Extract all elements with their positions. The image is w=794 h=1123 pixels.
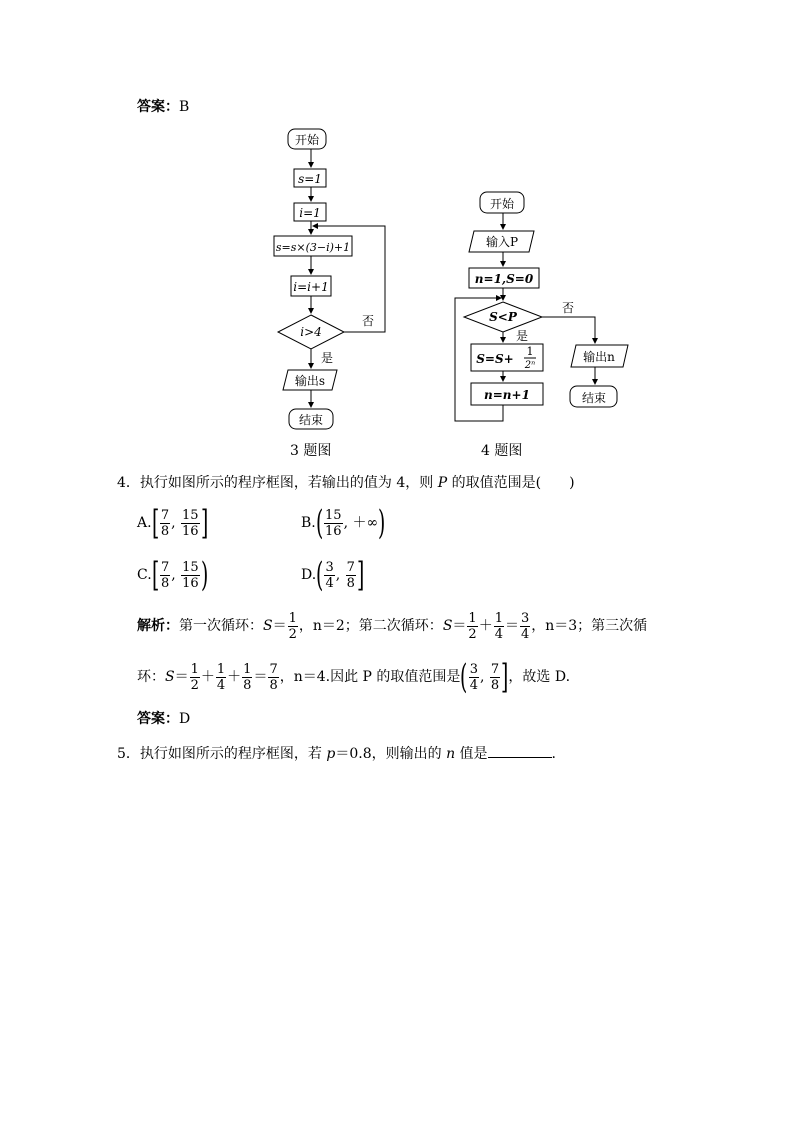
fig3-caption: 3 题图 (290, 443, 332, 459)
fig4-update-S-num: 1 (526, 345, 534, 358)
fig4-start-text: 开始 (489, 197, 515, 211)
fig3-s-init-text: s=1 (298, 172, 322, 186)
fig4-cond-text: S<P (489, 310, 517, 324)
q4-option-d: D.( $\frac{3}{4}$ , $\frac{7}{8}$ ] (301, 555, 365, 595)
answer-4: 答案：D (137, 711, 191, 727)
flowchart-fig4 (450, 185, 640, 425)
q4-analysis-line2: 环：S＝ $\frac{1}{2}$ ＋ $\frac{1}{4}$ ＋ $\frac{1}{8}$ ＝ $\frac{7}{8}$ ，n＝4.因此 P 的取值范围是( $\frac{3}{4}$ , $\frac{7}{8}$ ]，故选 D. (137, 657, 571, 697)
fig4-yes-label: 是 (515, 329, 529, 343)
fig3-update-i-text: i=i+1 (293, 280, 329, 294)
fig4-update-n-text: n=n+1 (484, 388, 530, 402)
fig3-i-init-text: i=1 (299, 206, 321, 220)
q4-option-a: A.[ $\frac{7}{8}$ , $\frac{15}{16}$ ] (137, 503, 208, 543)
fig4-output-text: 输出n (583, 350, 615, 364)
fig3-cond-text: i>4 (300, 325, 322, 339)
fig3-end-text: 结束 (298, 413, 324, 427)
fig3-start-text: 开始 (294, 133, 320, 147)
fig3-update-s-text: s=s×(3−i)+1 (275, 241, 351, 254)
q5-stem: 5．执行如图所示的程序框图，若 p＝0.8，则输出的 n 值是 . (117, 743, 556, 764)
answer-3: 答案：B (137, 99, 190, 115)
q4-option-c: C.[ $\frac{7}{8}$ , $\frac{15}{16}$ ) (137, 555, 208, 595)
q4-analysis-line1: 解析：第一次循环：S＝ $\frac{1}{2}$ ，n＝2；第二次循环：S＝ $\frac{1}{2}$ ＋ $\frac{1}{4}$ ＝ $\frac{3}{4}$ ，n＝3；第三次循 (137, 610, 648, 642)
fig4-init-text: n=1,S=0 (474, 272, 534, 286)
fig4-update-S-prefix: S=S+ (476, 352, 514, 366)
q4-option-b: B.( $\frac{15}{16}$ , ＋∞) (301, 503, 386, 543)
q4-stem: 4．执行如图所示的程序框图，若输出的值为 4，则 P 的取值范围是( ) (117, 475, 575, 491)
fig3-yes-label: 是 (320, 351, 334, 365)
fig3-output-text: 输出s (294, 374, 326, 388)
flowchart-fig3 (265, 120, 395, 460)
fig4-update-S-den: 2ⁿ (524, 360, 536, 371)
fig4-no-label: 否 (561, 301, 575, 315)
fig3-no-label: 否 (361, 314, 375, 328)
fig4-caption: 4 题图 (481, 443, 523, 459)
fig4-input-text: 输入P (485, 235, 519, 249)
q5-answer-blank[interactable] (488, 743, 552, 758)
fig4-end-text: 结束 (581, 391, 607, 405)
